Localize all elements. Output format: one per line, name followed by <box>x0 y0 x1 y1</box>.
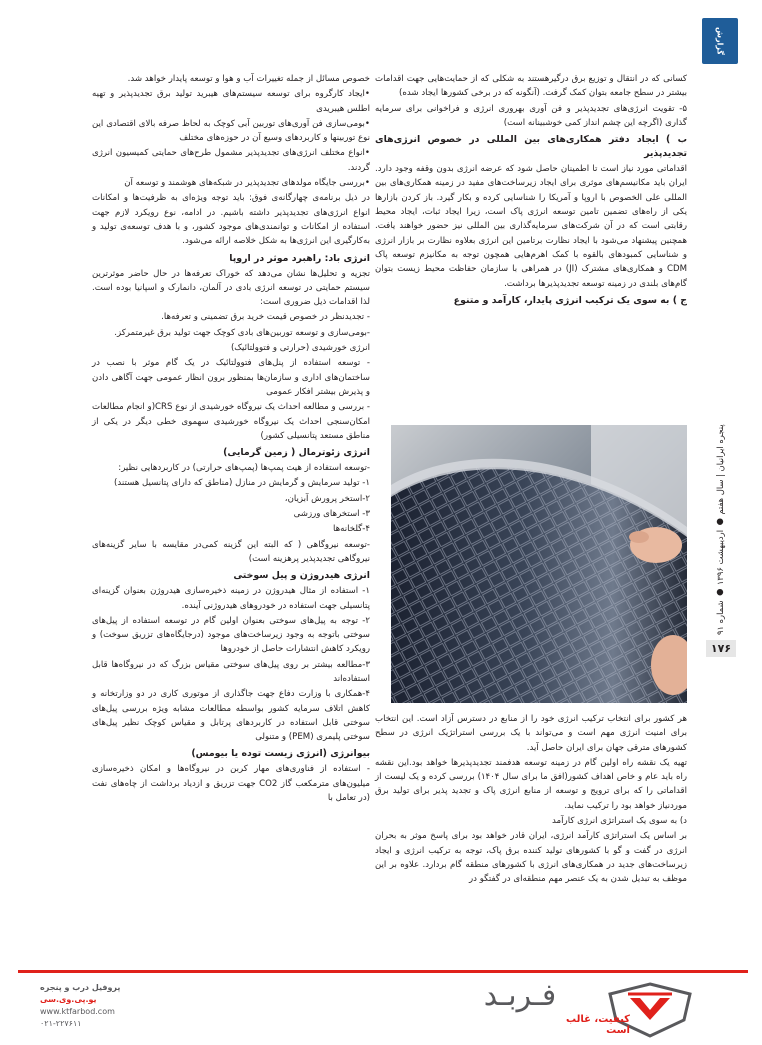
section-tab-label: گزارش <box>715 26 725 55</box>
section-heading: ب ) ایجاد دفتر همکاری‌های بین المللی در خصوص انرژی‌های تجدیدپذیر <box>375 134 687 160</box>
paragraph: اقداماتی مورد نیاز است تا اطمینان حاصل شود که عرضه انرژی بدون وقفه وجود دارد. ایران باید مکانیسم‌های موثری برای ایجاد زیرساخت‌های مفید در زمینه همکاری‌های بین المللی علی الخصوص با اروپا و آمریکا را شناسایی کرده و بکار گیرد. باز کردن بازارها یکی از راه‌های تضمین تامین توسعه انرژی پاک است، زیرا ایجاد ثبات، ایجاد محیط رقابتی است که در آن شرکت‌های سرمایه‌گذاری بین المللی نیز حضور خواهند یافت. همچنین پیشنهاد می‌شود با ایجاد نظارت برتامین این انرژی بعلاوه نظارت بر بازار انرژی و شناسایی کمبودهای بالقوه با کمک اهرم‌هایی همچون توجه به مکانیزم توسعه پاک CDM و همکاری‌های مشترک (JI) در همراهی با سازمان حفاظت محیط زیست بتوان گام‌های بلندی در زمینه توسعه تجدیدپذیرها برداشت. <box>375 164 688 289</box>
ad-website[interactable]: www.ktfarbod.com <box>40 1007 115 1016</box>
paragraph: خصوص مسائل از جمله تغییرات آب و هوا و توسعه پایدار خواهد شد. <box>127 74 370 84</box>
list-item: ۲- توجه به پیل‌های سوختی بعنوان اولین گام در توسعه استفاده از پیل‌های سوختی باتوجه به وجود زیرساخت‌های موجود (درجایگاه‌های تزریق سوخت) و رویکرد کاهش انتشارات حاصل از خودروها <box>92 615 370 655</box>
list-item: -توسعه نیروگاهی ( که البته این گزینه کمی‌در مقایسه با سایر گزینه‌های نیروگاهی تجدیدپذیر پرهزینه است) <box>92 539 370 564</box>
list-item: ۲-استخر پرورش آبزیان، <box>284 493 370 504</box>
ad-slogan: کیفیت، غالب است <box>566 1014 630 1036</box>
list-item: - تجدیدنظر در خصوص قیمت خرید برق تضمینی و تعرفه‌ها. <box>161 312 370 323</box>
ad-contact-info <box>40 982 150 1030</box>
paragraph: تهیه یک نقشه راه اولین گام در زمینه توسعه هدفمند تجدیدپذیرها خواهد بود.این نقشه راه باید عام و خاص اهداف کشور(افق ما برای سال ۱۴۰۴) بررسی کرده و یک لیست از اقداماتی را که برای ترویج و توسعه از منابع انرژی پاک و تجدید پذیر برای تولید برق موردنیاز خواهد بود را ترکیب نماید. <box>375 757 687 811</box>
section-heading: انرژی هیدروژن و پیل سوختی <box>233 570 370 582</box>
bullet-item: •بررسی جایگاه مولدهای تجدیدپذیر در شبکه‌های هوشمند و توسعه آن <box>124 178 370 189</box>
section-heading: بیوانرژی (انرژی زیست توده یا بیومس) <box>191 748 370 760</box>
paragraph: بر اساس یک استراتژی کارآمد انرژی، ایران قادر خواهد بود برای پاسخ موثر به بحران انرژی در گفت و گو با کشورهای تولید کننده برق پاک، توجه به ترکیب انرژی و ایجاد زیرساخت‌های جدید در همکاری‌های انرژی با کشورهای منطقه گام بردارد. علاوه بر این موظف به تبدیل شدن به یک عنصر مهم منطقه‌ای در گفتگو در <box>375 831 687 885</box>
list-item: ۴-گلخانه‌ها <box>333 524 370 535</box>
section-heading: انرژی باد: راهبرد موثر در اروپا <box>229 252 370 264</box>
bullet-item: •ایجاد کارگروه برای توسعه سیستم‌های هیبرید تولید برق تجدیدپذیر و تهیه اطلس هیبریدی <box>92 89 370 114</box>
bullet-item: •انواع مختلف انرژی‌های تجدیدپذیر مشمول طرح‌های حمایتی کمیسیون انرژی گردند. <box>92 148 370 173</box>
list-item: انرژی خورشیدی (حرارتی و فتوولتائیک) <box>230 343 370 354</box>
list-item: - توسعه استفاده از پنل‌های فتوولتائیک در یک گام موثر با نصب در ساختمان‌های اداری و سازمان‌ها بمنظور برون انظار عمومی جهت آگاهی دادن و پذیرش بیشتر افکار عمومی <box>92 358 370 397</box>
paragraph: د) به سوی یک استراتژی انرژی کارآمد <box>552 816 687 827</box>
paragraph: کسانی که در انتقال و توزیع برق درگیرهستند به شکلی که از حمایت‌هایی جهت اقدامات بیشتر در سطح جامعه بتوان کمک گرفت. (آنگونه که در برخی کشورها ایجاد شده) <box>375 74 687 99</box>
list-item: - بررسی و مطالعه احداث یک نیروگاه خورشیدی از نوع CRS(و انجام مطالعات امکان‌سنجی احداث یک نیروگاه خورشیدی سهموی خطی دیگر در یکی از مناطق مستعد پتانسیلی کشور) <box>92 402 370 441</box>
issue-info-strip <box>702 380 738 680</box>
paragraph: در ذیل برنامه‌ی چهارگانه‌ی فوق: باید توجه ویژه‌ای به ظرفیت‌ها و امکانات انواع انرژی‌های تجدیدپذیر داشته باشیم. در ادامه، نوع رویکرد لازم جهت استفاده از امکانات و توانمندی‌های موجود کشور، و با هدف توسعه‌ی تولید و به‌کارگیری این انرژی‌ها به شکل خلاصه ارائه می‌شود. <box>92 193 370 247</box>
list-item: ۳- استخرهای ورزشی <box>293 509 370 520</box>
list-item: - استفاده از فناوری‌های مهار کربن در نیروگاه‌ها و امکان ذخیره‌سازی میلیون‌های مترمکعب گاز CO2 جهت تزریق و ازدیاد برداشت از چاه‌های نفت (در تعامل با <box>92 764 370 804</box>
list-item: ۳-مطالعه بیشتر بر روی پیل‌های سوختی مقیاس بزرگ که در نیروگاه‌ها قابل استفاده‌اند <box>92 659 370 684</box>
ad-product-line: پروفیل درب و پنجره <box>40 983 121 992</box>
bullet-item: •بومی‌سازی فن آوری‌های توربین آبی کوچک به لحاظ صرفه بالای اقتصادی این نوع توربینها و کاربردهای وسیع آن در حوزه‌های مختلف <box>92 118 370 144</box>
section-heading: انرژی زئوترمال ( زمین گرمایی) <box>223 447 370 459</box>
article-column-right-lower <box>375 712 687 888</box>
ad-phone: ۰۲۱-۲۲۷۶۱۱ <box>40 1019 82 1028</box>
section-tab <box>702 18 738 64</box>
article-column-left <box>92 72 370 806</box>
section-heading: ج ) به سوی یک ترکیب انرژی پایدار، کارآمد و متنوع <box>453 294 687 306</box>
paragraph: تجزیه و تحلیل‌ها نشان می‌دهد که خوراک تعرفه‌ها در حال حاضر موثرترین سیستم حمایتی در توسعه انرژی بادی در آلمان، دانمارک و اسپانیا بوده است. لذا اقدامات ذیل ضروری است: <box>92 268 370 308</box>
paragraph: ۵- تقویت انرژی‌های تجدیدپذیر و فن آوری بهروری انرژی و فراخوانی برای سرمایه گذاری (اگرچه این چشم انداز کمی خوشبینانه است) <box>375 103 687 128</box>
flexible-solar-panel-photo <box>391 425 687 703</box>
article-column-right <box>375 72 687 309</box>
paragraph: هر کشور برای انتخاب ترکیب انرژی خود را از منابع در دسترس آزاد است. این انتخاب برای امنیت انرژی مهم است و می‌تواند با یک بررسی استراتژیک انرژی در سطح کشورهای مترقی جهان برای ایران حاصل آید. <box>375 714 687 753</box>
ad-brand-name: فـربـد <box>483 978 557 1013</box>
page-number: ۱۷۶ <box>706 640 736 657</box>
list-item: ۴-همکاری با وزارت دفاع جهت جاگذاری از موتوری کاری در دو وزارتخانه و کاهش اتلاف سرمایه کشور بواسطه مطالعات مشابه ویژه بررسی پیل‌های سوختی قابل استفاده در کاربردهای پرتابل و مقیاس کوچک نظیر پیل‌های سوختی پلیمری (PEM) و متنولی <box>92 689 370 743</box>
ad-product-line-2: یو.پی.وی.سی <box>40 995 97 1004</box>
ad-divider-line <box>18 970 748 973</box>
list-item: ۱- تولید سرمایش و گرمایش در منازل (مناطق که دارای پتانسیل هستند) <box>114 478 370 489</box>
list-item: -بومی‌سازی و توسعه توربین‌های بادی کوچک جهت تولید برق غیرمتمرکز. <box>114 327 370 338</box>
solar-panel-illustration <box>391 425 687 703</box>
list-item: ۱- استفاده از مثال هیدروژن در زمینه ذخیره‌سازی هیدروژن بعنوان گزینه‌ای پتانسیلی جهت استفاده در خودروهای هیدروژنی آینده. <box>92 586 370 611</box>
list-item: -توسعه استفاده از هیت پمپ‌ها (پمپ‌های حرارتی) در کاربردهایی نظیر: <box>118 463 370 474</box>
issue-info-text: پنجره ایرانیان | سال هفتم ● اردیبهشت ۱۳۹۶ ● شماره ۹۱ <box>715 424 725 636</box>
